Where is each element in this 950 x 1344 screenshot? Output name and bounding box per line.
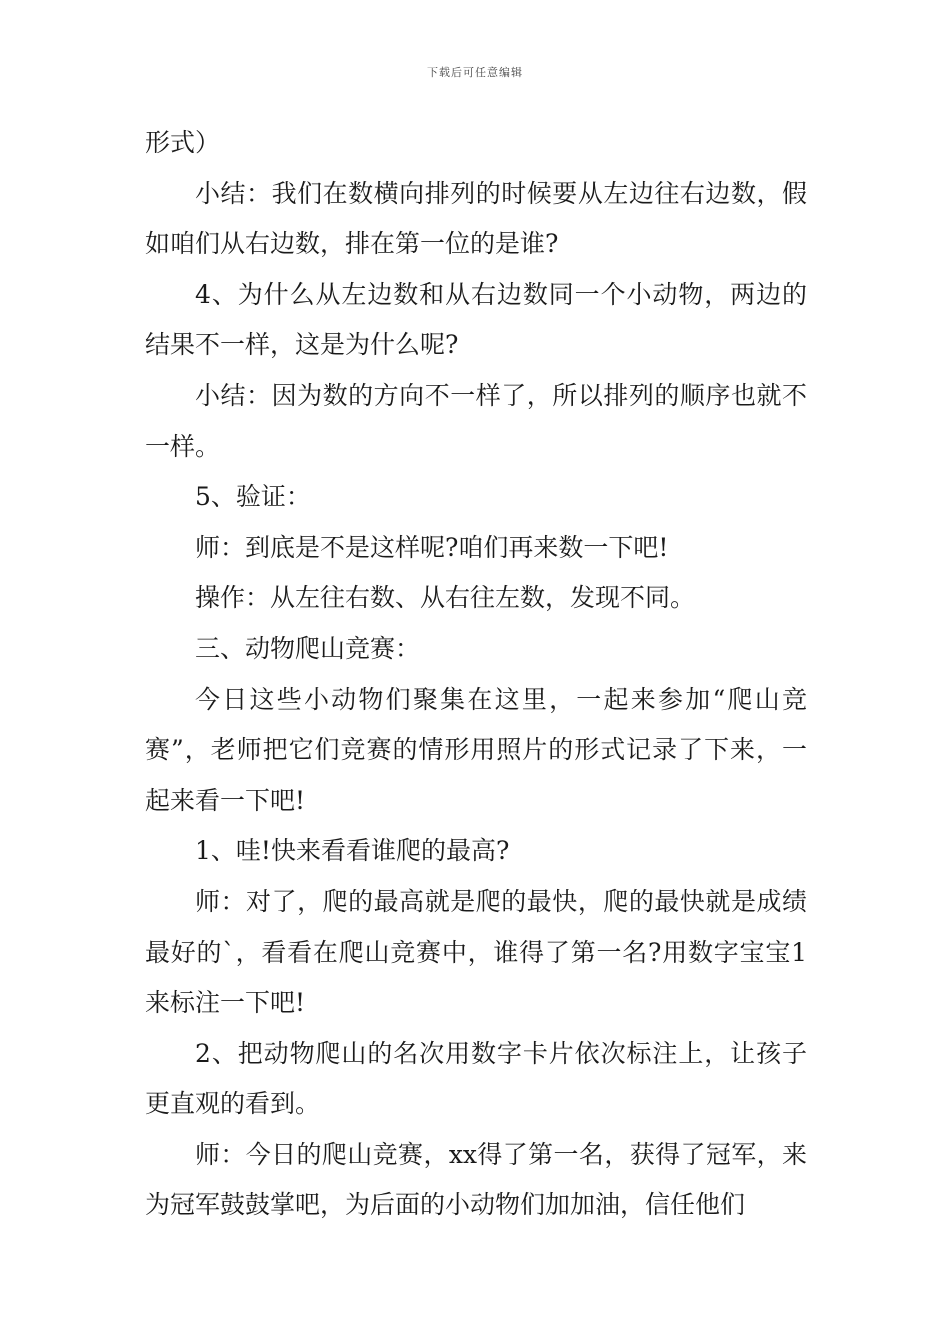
paragraph: 师：到底是不是这样呢?咱们再来数一下吧! xyxy=(195,532,669,562)
paragraph: 1、哇!快来看看谁爬的最高? xyxy=(195,836,510,866)
document-body xyxy=(145,118,807,1231)
page-header: 下载后可任意编辑 xyxy=(427,66,523,79)
paragraph: 三、动物爬山竞赛： xyxy=(195,633,421,663)
paragraph: 形式） xyxy=(145,128,221,157)
paragraph: 2、把动物爬山的名次用数字卡片依次标注上，让孩子更直观的看到。 xyxy=(145,1038,807,1119)
paragraph: 今日这些小动物们聚集在这里，一起来参加“爬山竞赛”，老师把它们竞赛的情形用照片的形式记录了下来，一起来看一下吧! xyxy=(145,684,807,815)
paragraph: 小结：因为数的方向不一样了，所以排列的顺序也就不一样。 xyxy=(145,380,807,461)
paragraph: 师：今日的爬山竞赛，xx得了第一名，获得了冠军，来为冠军鼓鼓掌吧，为后面的小动物们加加油，信任他们 xyxy=(145,1139,807,1220)
paragraph: 操作：从左往右数、从右往左数，发现不同。 xyxy=(195,583,696,613)
paragraph: 5、验证： xyxy=(195,482,311,512)
paragraph: 4、为什么从左边数和从右边数同一个小动物，两边的结果不一样，这是为什么呢? xyxy=(145,279,807,360)
paragraph: 小结：我们在数横向排列的时候要从左边往右边数，假如咱们从右边数，排在第一位的是谁? xyxy=(145,178,807,259)
paragraph: 师：对了，爬的最高就是爬的最快，爬的最快就是成绩最好的`，看看在爬山竞赛中，谁得了第一名?用数字宝宝1来标注一下吧! xyxy=(145,886,807,1018)
